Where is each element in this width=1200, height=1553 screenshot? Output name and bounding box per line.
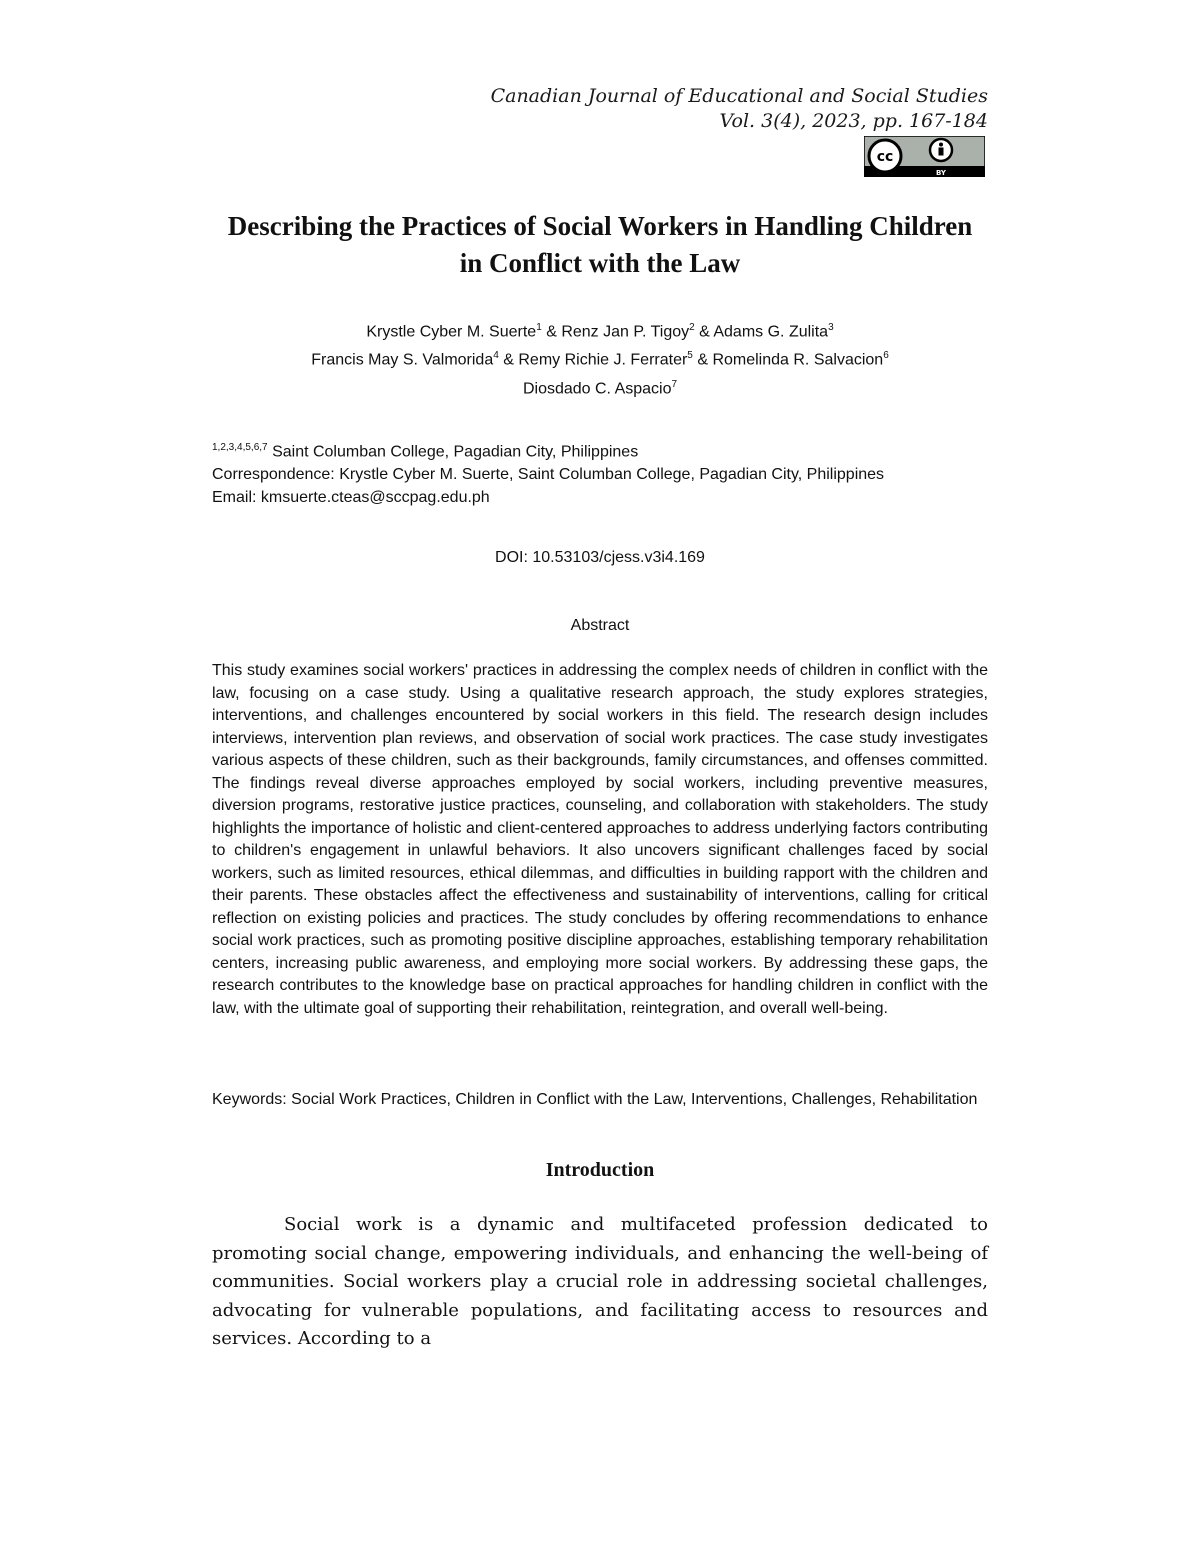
abstract-text: This study examines social workers' practices in addressing the complex needs of children in conflict with the law, focusing on a case study. Using a qualitative research approach, the study explores strategies, interventions, and challenges encountered by social workers in this field. The research design includes interviews, intervention plan reviews, and observation of social work practices. The case study investigates various aspects of these children, such as their backgrounds, family circumstances, and offenses committed. The findings reveal diverse approaches employed by social workers, including preventive measures, diversion programs, restorative justice practices, counseling, and collaboration with stakeholders. The study highlights the importance of holistic and client-centered approaches to address underlying factors contributing to children's engagement in unlawful behaviors. It also uncovers significant challenges faced by social workers, such as limited resources, ethical dilemmas, and difficulties in building rapport with the children and their parents. These obstacles affect the effectiveness and sustainability of interventions, calling for critical reflection on existing policies and practices. The study concludes by offering recommendations to enhance social work practices, such as promoting positive discipline approaches, establishing temporary rehabilitation centers, increasing public awareness, and employing more social workers. By addressing these gaps, the research contributes to the knowledge base on practical approaches for handling children in conflict with the law, with the ultimate goal of supporting their rehabilitation, reintegration, and overall well-being. bbox=[212, 662, 988, 1017]
author-name: Adams G. Zulita bbox=[713, 323, 829, 341]
journal-volume: Vol. 3(4), 2023, pp. 167-184 bbox=[719, 110, 988, 132]
author-line-3: Diosdado C. Aspacio$^7$ bbox=[522, 378, 678, 397]
journal-header bbox=[491, 84, 988, 134]
author-line-1: Krystle Cyber M. Suerte$^1$ & Renz Jan P. Tigoy$^2$ & Adams G. Zulita$^3$ bbox=[366, 322, 834, 341]
correspondence: Correspondence: Krystle Cyber M. Suerte, Saint Columban College, Pagadian City, Philippines bbox=[212, 466, 885, 484]
cc-by-license-badge bbox=[864, 136, 985, 177]
author-name: Remy Richie J. Ferrater bbox=[518, 351, 688, 369]
introduction-heading: Introduction bbox=[545, 1159, 655, 1181]
author-name: Renz Jan P. Tigoy bbox=[561, 323, 690, 341]
cc-icon: cc bbox=[876, 149, 894, 165]
abstract-heading: Abstract bbox=[570, 617, 630, 634]
affiliation: $^{1,2,3,4,5,6,7}$ Saint Columban College, Pagadian City, Philippines bbox=[212, 442, 639, 461]
author-list bbox=[150, 316, 1050, 401]
email: Email: kmsuerte.cteas@sccpag.edu.ph bbox=[212, 489, 490, 507]
doi: DOI: 10.53103/cjess.v3i4.169 bbox=[495, 549, 705, 566]
introduction-text: Social work is a dynamic and multifaceted profession dedicated to promoting social change, empowering individuals, and enhancing the well-being of communities. Social workers play a crucial role in addressing societal challenges, advocating for vulnerable populations, and facilitating access to resources and services. According to a bbox=[212, 1214, 988, 1349]
paper-title: Describing the Practices of Social Workers in Handling Children in Conflict with the Law bbox=[227, 211, 973, 278]
journal-name: Canadian Journal of Educational and Social Studies bbox=[490, 85, 988, 107]
keywords: Keywords: Social Work Practices, Children in Conflict with the Law, Interventions, Challenges, Rehabilitation bbox=[212, 1091, 978, 1108]
author-name: Francis May S. Valmorida bbox=[311, 351, 494, 369]
author-line-2: Francis May S. Valmorida$^4$ & Remy Richie J. Ferrater$^5$ & Romelinda R. Salvacion$^6$ bbox=[311, 350, 889, 369]
author-name: Romelinda R. Salvacion bbox=[712, 351, 884, 369]
author-name: Krystle Cyber M. Suerte bbox=[366, 323, 537, 341]
by-label: BY bbox=[935, 169, 947, 177]
affiliation-block bbox=[212, 436, 992, 509]
author-name: Diosdado C. Aspacio bbox=[522, 379, 672, 397]
